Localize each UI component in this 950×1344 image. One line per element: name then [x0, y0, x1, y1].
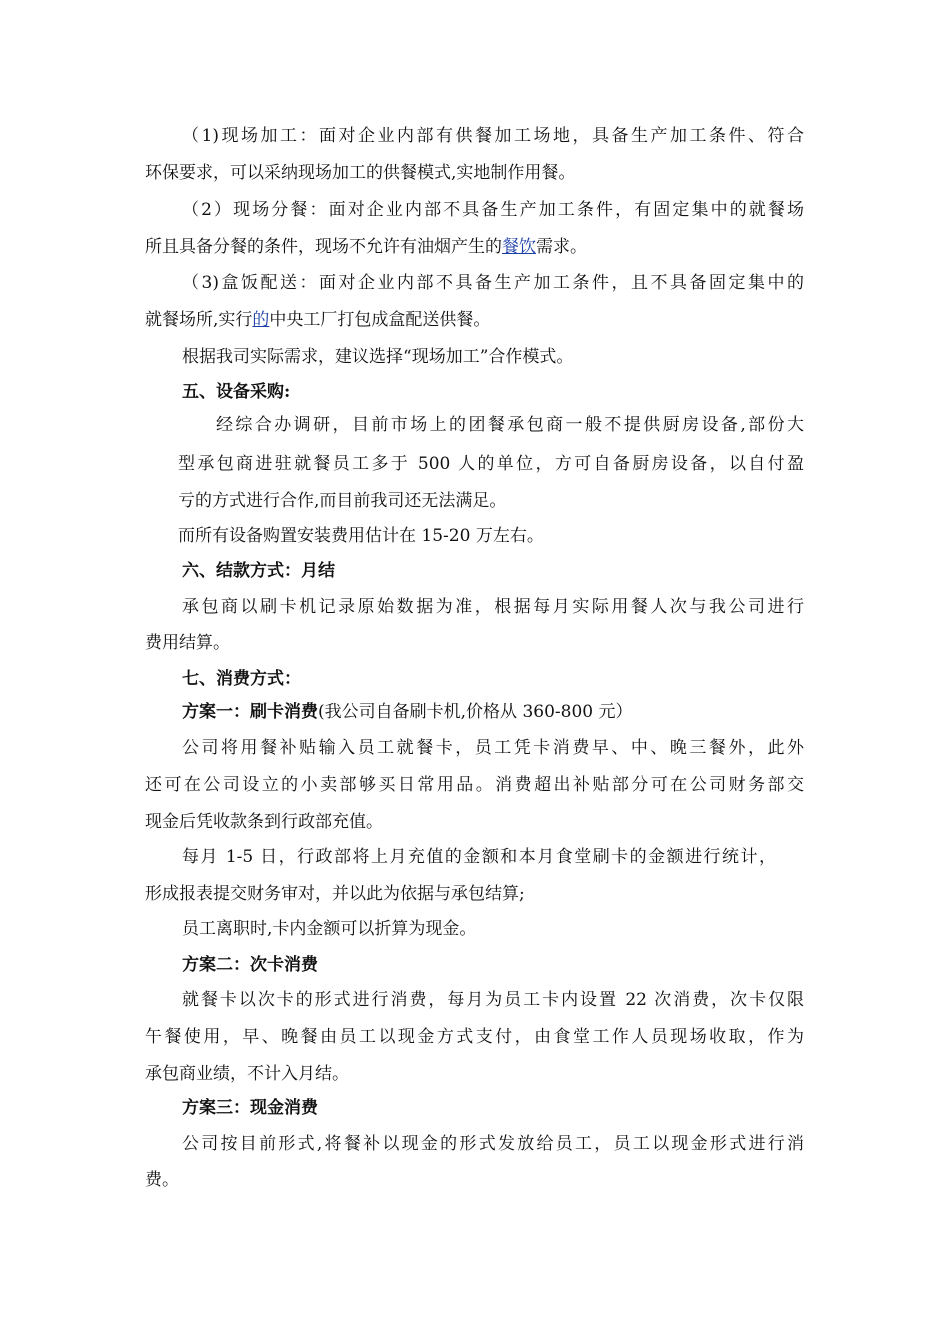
section-7-heading: 七、消费方式：	[182, 669, 301, 689]
plan3-heading: 方案三：现金消费	[182, 1098, 318, 1118]
s5-p2: 而所有设备购置安装费用估计在 15-20 万左右。	[178, 526, 544, 546]
plan2-p1-line2: 午餐使用，早、晚餐由员工以现金方式支付，由食堂工作人员现场收取，作为	[145, 1027, 804, 1047]
s5-p1-line3: 亏的方式进行合作,而目前我司还无法满足。	[178, 491, 507, 511]
s4-p2-line2	[145, 235, 587, 259]
plan1-heading-line	[182, 700, 632, 724]
plan1-note: (我公司自备刷卡机,价格从 360-800 元）	[318, 702, 633, 722]
plan1-p2-line1: 每月 1-5 日，行政部将上月充值的金额和本月食堂刷卡的金额进行统计，	[182, 847, 776, 867]
s4-p3-line2	[145, 308, 490, 332]
plan1-p1-line3: 现金后凭收款条到行政部充值。	[145, 812, 383, 832]
s4-p2-line1: （2）现场分餐：面对企业内部不具备生产加工条件，有固定集中的就餐场	[182, 200, 804, 220]
s6-p1-line1: 承包商以刷卡机记录原始数据为准，根据每月实际用餐人次与我公司进行	[182, 597, 804, 617]
plan1-p1-line1: 公司将用餐补贴输入员工就餐卡，员工凭卡消费早、中、晚三餐外，此外	[182, 738, 804, 758]
plan3-p1-line2: 费。	[145, 1170, 179, 1190]
plan1-heading: 方案一：刷卡消费	[182, 702, 318, 722]
section-5-heading: 五、设备采购:	[182, 382, 291, 402]
s4-p4: 根据我司实际需求，建议选择“现场加工”合作模式。	[182, 347, 574, 367]
s4-p3-text-b: 中央工厂打包成盒配送供餐。	[269, 310, 491, 330]
catering-link[interactable]: 餐饮	[502, 237, 536, 257]
plan1-p2-line2: 形成报表提交财务审对，并以此为依据与承包结算;	[145, 884, 525, 904]
s4-p1-line1: （1)现场加工：面对企业内部有供餐加工场地，具备生产加工条件、符合	[182, 126, 804, 146]
plan2-heading: 方案二：次卡消费	[182, 955, 318, 975]
plan3-p1-line1: 公司按目前形式,将餐补以现金的形式发放给员工，员工以现金形式进行消	[182, 1134, 804, 1154]
de-link[interactable]: 的	[252, 310, 270, 330]
s4-p3-text-a: 就餐场所,实行	[145, 310, 253, 330]
s4-p2-text-a: 所且具备分餐的条件，现场不允许有油烟产生的	[145, 237, 502, 257]
s5-p1-line2: 型承包商进驻就餐员工多于 500 人的单位，方可自备厨房设备，以自付盈	[178, 454, 804, 474]
plan2-p1-line1: 就餐卡以次卡的形式进行消费，每月为员工卡内设置 22 次消费，次卡仅限	[182, 990, 804, 1010]
plan2-p1-line3: 承包商业绩，不计入月结。	[145, 1064, 349, 1084]
s5-p1-line1: 经综合办调研，目前市场上的团餐承包商一般不提供厨房设备,部份大	[216, 415, 804, 435]
plan1-p1-line2: 还可在公司设立的小卖部够买日常用品。消费超出补贴部分可在公司财务部交	[145, 775, 804, 795]
s4-p1-line2: 环保要求，可以采纳现场加工的供餐模式,实地制作用餐。	[145, 163, 576, 183]
s4-p3-line1: （3)盒饭配送：面对企业内部不具备生产加工条件，且不具备固定集中的	[182, 273, 804, 293]
plan1-p3: 员工离职时,卡内金额可以折算为现金。	[182, 919, 477, 939]
s6-p1-line2: 费用结算。	[145, 633, 230, 653]
s4-p2-text-b: 需求。	[536, 237, 587, 257]
section-6-heading: 六、结款方式：月结	[182, 561, 335, 581]
